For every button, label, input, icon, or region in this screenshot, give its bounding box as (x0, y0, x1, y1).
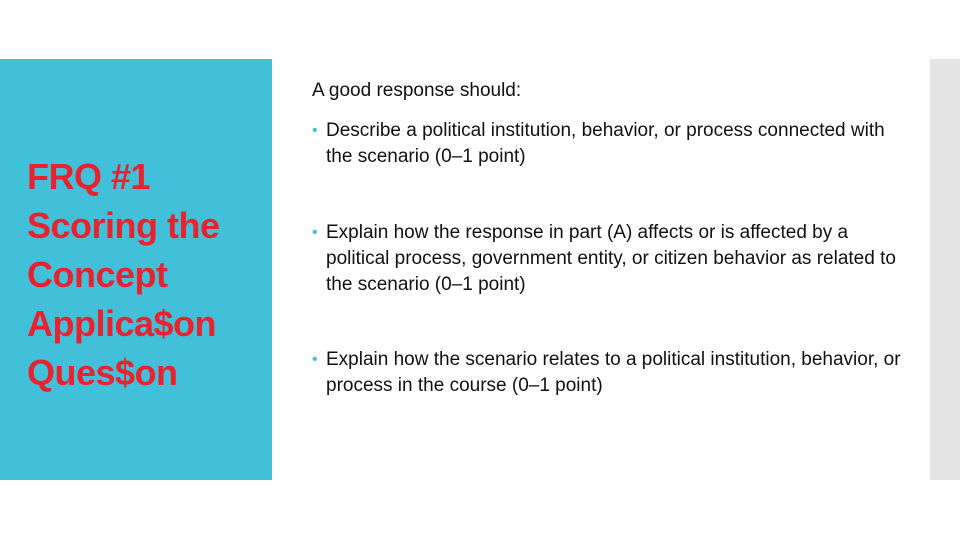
bullet-item-3 (312, 347, 902, 399)
title-line-4: Applica$on (27, 303, 217, 344)
title-line-5: Ques$on (27, 352, 178, 393)
title-line-2: Scoring the (27, 205, 220, 246)
title-line-1: FRQ #1 (27, 156, 151, 197)
bullet-icon: • (312, 122, 318, 139)
bullet-item-2 (312, 220, 902, 298)
bullet-icon: • (312, 351, 318, 368)
intro-text: A good response should: (312, 80, 522, 101)
scrollbar[interactable] (930, 59, 960, 480)
title-line-3: Concept (27, 254, 168, 295)
bullet-icon: • (312, 224, 318, 241)
bullet-item-1 (312, 118, 902, 170)
slide-title (27, 152, 267, 397)
bullet-text-3: Explain how the scenario relates to a political institution, behavior, or process in the course (0–1 point) (326, 349, 901, 396)
bullet-text-2: Explain how the response in part (A) affects or is affected by a political process, government entity, or citizen behavior as related to the scenario (0–1 point) (326, 222, 896, 295)
bullet-text-1: Describe a political institution, behavior, or process connected with the scenario (0–1 point) (326, 120, 885, 167)
